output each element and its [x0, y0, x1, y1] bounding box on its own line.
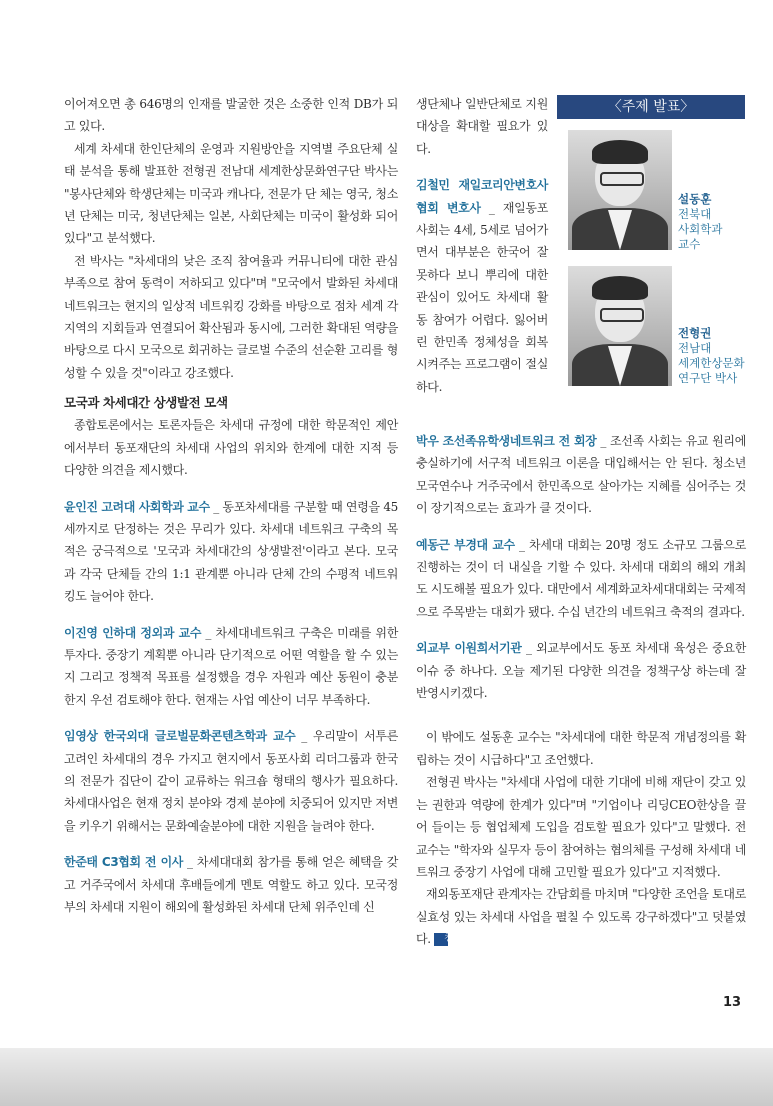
presenter-photo [568, 266, 672, 386]
section-heading: 모국과 차세대간 상생발전 모색 [64, 395, 228, 411]
paragraph: 종합토론에서는 토론자들은 차세대 규정에 대한 학문적인 제안에서부터 동포재단의 차세대 사업의 위치와 한계에 대한 지적 등 다양한 의견을 제시했다. [64, 418, 398, 478]
speaker-text: _ 재일동포 사회는 4세, 5세로 넘어가면서 대부분은 한국어 잘 못하다 보니 뿌리에 대한 관심이 있어도 차세대 활동 참여가 어렵다. 잃어버린 한민족 정체성을 회복시켜주는 프로그램이 절실하다. [416, 200, 548, 394]
speaker-comment [416, 430, 746, 520]
speaker-name: 이진영 인하대 정외과 교수 [64, 625, 202, 640]
presenter-caption [678, 326, 745, 386]
presenter-name: 전형권 [678, 326, 712, 340]
speaker-comment [64, 496, 398, 608]
presenter-title: 교수 [678, 237, 701, 251]
speaker-comment [64, 622, 398, 712]
topic-panel-title: 〈주제 발표〉 [557, 95, 745, 119]
speaker-text: _ 조선족 사회는 유교 원리에 충실하기에 서구적 네트워크 이론을 대입해서는 안 된다. 청소년 모국연수나 거주국에서 한민족으로 살아가는 지혜를 심어주는 것이 장기적으로는 효과가 클 것이다. [416, 434, 746, 516]
paragraph: 이어져오면 총 646명의 인재를 발굴한 것은 소중한 인적 DB가 되고 있다. [64, 97, 398, 134]
right-column [416, 430, 746, 951]
speaker-text: _ 차세대네트워크 구축은 미래를 위한 투자다. 중장기 계획뿐 아니라 단기적으로 어떤 역할을 할 수 있는지 그리고 정책적 목표를 설정했을 경우 자원과 예산 동원이 충분한지 우선 검토해야 한다. 현재는 사업 예산이 너무 부족하다. [64, 625, 398, 707]
speaker-name: 임영상 한국외대 글로벌문화콘텐츠학과 교수 [64, 729, 296, 744]
speaker-name: 외교부 이원희서기관 [416, 641, 522, 656]
speaker-name: 한준태 C3협회 전 이사 [64, 855, 183, 870]
speaker-comment [64, 725, 398, 837]
presenter-name: 설동훈 [678, 192, 712, 206]
speaker-name: 윤인진 고려대 사회학과 교수 [64, 499, 210, 514]
speaker-text: _ 우리말이 서투른 고려인 차세대의 경우 가지고 현지에서 동포사회 리더그룹과 한국의 전문가 집단이 같이 교류하는 워크숍 형태의 행사가 필요하다. 차세대사업은 현재 정치 분야와 경제 분야에 치중되어 있지만 저변을 키우기 위해서는 문화예술분야에 대한 지원을 늘려야 한다. [64, 729, 398, 833]
speaker-text: _ 차세대 대회는 20명 정도 소규모 그룹으로 진행하는 것이 더 내실을 기할 수 있다. 차세대 대회의 해외 개최도 시도해볼 필요가 있다. 대만에서 세계화교차세대대회는 국제적으로 주목받는 대회가 됐다. 수십 년간의 네트워크 축적의 결과다. [416, 537, 747, 619]
paragraph [416, 883, 746, 950]
speaker-comment [416, 174, 548, 398]
presenter-photo [568, 130, 672, 250]
speaker-text: _ 동포차세대를 구분할 때 연령을 45세까지로 단정하는 것은 무리가 있다. 차세대 네트워크 구축의 목적은 궁극적으로 '모국과 차세대간의 상생발전'이라고 본다. 모국과 각국 단체들 간의 1:1 관계뿐 아니라 단체 간의 수평적 네트워킹도 늘어야 한다. [64, 499, 398, 604]
end-mark-icon: 창 [434, 933, 448, 946]
presenter-org: 전북대 [678, 207, 712, 221]
speaker-comment [416, 534, 746, 624]
paragraph: 세계 차세대 한인단체의 운영과 지원방안을 지역별 주요단체 실태 분석을 통해 발표한 전형권 전남대 세계한상문화연구단 박사는 "봉사단체와 학생단체는 미국과 캐나다, 전문가 단 체는 영국, 청소년 단체는 미국, 청년단체는 일본, 사회단체는 미국이 활성화 되어 있다"고 분석했다. [64, 141, 398, 246]
speaker-comment [64, 851, 398, 918]
presenter-dept: 세계한상문화 [678, 356, 745, 370]
paragraph: 전 박사는 "차세대의 낮은 조직 참여율과 커뮤니티에 대한 관심 부족으로 참여 동력이 저하되고 있다"며 "모국에서 발화된 차세대 네트워크는 현지의 일상적 네트워킹 강화를 바탕으로 점차 세계 각 지역의 지회들과 연결되어 확산됨과 동시에, 그러한 확대된 역량을 바탕으로 다시 모국으로 회귀하는 글로벌 수준의 선순환 고리를 형성할 수 있을 것"이라고 강조했다. [64, 253, 398, 380]
speaker-text: _ 외교부에서도 동포 차세대 육성은 중요한 이슈 중 하나다. 오늘 제기된 다양한 의견을 정책구상 하는데 잘 반영시키겠다. [416, 641, 746, 701]
scan-bottom-shadow [0, 1048, 773, 1106]
paragraph: 생단체나 일반단체로 지원 대상을 확대할 필요가 있다. [416, 97, 548, 156]
speaker-name: 예동근 부경대 교수 [416, 537, 515, 552]
presenter-dept: 사회학과 [678, 222, 723, 236]
presenter-title: 연구단 박사 [678, 371, 738, 385]
page-number: 13 [723, 995, 742, 1010]
speaker-name: 박우 조선족유학생네트워크 전 회장 [416, 434, 597, 448]
left-column [64, 93, 398, 918]
paragraph: 이 밖에도 설동훈 교수는 "차세대에 대한 학문적 개념정의를 확립하는 것이 시급하다"고 조언했다. [416, 730, 746, 767]
paragraph: 전형권 박사는 "차세대 사업에 대한 기대에 비해 재단이 갖고 있는 권한과 역량에 한계가 있다"며 "기업이나 리딩CEO한상을 끌어 들이는 등 협업체제 도입을 검토할 필요가 있다"고 말했다. 전 교수는 "학자와 실무자 등이 참여하는 협의체를 구성해 차세대 네트워크 중장기 사업에 대해 고민할 필요가 있다"고 지적했다. [416, 775, 746, 879]
speaker-comment [416, 637, 746, 704]
middle-column [416, 93, 548, 398]
presenter-org: 전남대 [678, 341, 712, 355]
speaker-name: 김철민 재일코리안변호사협회 변호사 [416, 178, 548, 215]
speaker-text: _ 차세대대회 참가를 통해 얻은 혜택을 갖고 거주국에서 차세대 후배들에게 멘토 역할도 하고 있다. 모국정부의 차세대 지원이 해외에 활성화된 차세대 단체 위주인데 신 [64, 855, 398, 914]
presenter-caption [678, 192, 722, 252]
closing-text: 재외동포재단 관계자는 간담회를 마치며 "다양한 조언을 토대로 실효성 있는 차세대 사업을 펼칠 수 있도록 강구하겠다"고 덧붙였다. [416, 887, 746, 947]
